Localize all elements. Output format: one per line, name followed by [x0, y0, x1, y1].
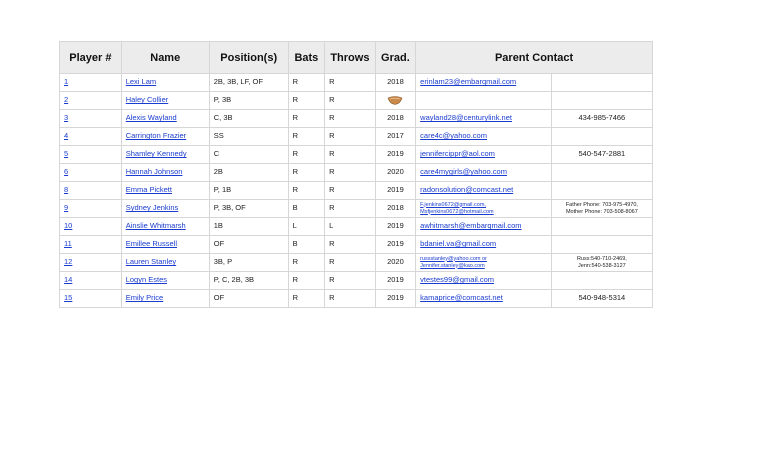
player-name-link[interactable]: Hannah Johnson	[125, 167, 183, 177]
table-row	[60, 200, 653, 218]
player-number-cell	[60, 146, 122, 164]
table-row	[60, 182, 653, 200]
throws-cell: R	[325, 236, 376, 254]
player-name-cell	[121, 92, 209, 110]
grad-year-cell: 2017	[375, 128, 415, 146]
grad-year-cell: 2019	[375, 218, 415, 236]
throws-cell: R	[325, 74, 376, 92]
bats-cell: R	[288, 74, 324, 92]
parent-phone-cell	[551, 218, 652, 236]
player-number-cell	[60, 110, 122, 128]
player-name-link[interactable]: Emma Pickett	[125, 185, 172, 195]
bats-cell: R	[288, 128, 324, 146]
player-number-link[interactable]: 10	[64, 221, 73, 231]
parent-email-cell	[416, 182, 552, 200]
parent-email-link[interactable]: care4c@yahoo.com	[420, 131, 487, 141]
parent-email-link[interactable]: F.jenkins0672@gmail.com,	[420, 201, 486, 208]
header-name: Name	[121, 42, 209, 74]
parent-email-cell	[416, 128, 552, 146]
parent-email-cell	[416, 236, 552, 254]
player-number-cell	[60, 74, 122, 92]
player-name-cell	[121, 272, 209, 290]
player-number-cell	[60, 164, 122, 182]
parent-phone-cell	[551, 272, 652, 290]
parent-email-link[interactable]: care4mygirls@yahoo.com	[420, 167, 507, 177]
player-name-link[interactable]: Lexi Lam	[125, 77, 157, 87]
parent-email-link[interactable]: bdaniel.va@gmail.com	[420, 239, 497, 249]
positions-cell: P, C, 2B, 3B	[209, 272, 288, 290]
header-grad: Grad.	[375, 42, 415, 74]
table-row	[60, 128, 653, 146]
player-number-cell	[60, 200, 122, 218]
throws-cell: R	[325, 200, 376, 218]
parent-phone-cell	[551, 164, 652, 182]
parent-email-cell	[416, 146, 552, 164]
parent-email-link[interactable]: kamaprice@comcast.net	[420, 293, 503, 303]
positions-cell: 2B	[209, 164, 288, 182]
table-row	[60, 272, 653, 290]
parent-phone-cell	[551, 128, 652, 146]
player-number-link[interactable]: 15	[64, 293, 73, 303]
parent-email-link[interactable]: jennifercippr@aol.com	[420, 149, 495, 159]
grad-year-cell: 2019	[375, 236, 415, 254]
parent-email-link[interactable]: Msfjenkins0672@hotmail.com	[420, 208, 494, 215]
parent-email-link[interactable]: radonsolution@comcast.net	[420, 185, 514, 195]
parent-email-cell	[416, 164, 552, 182]
player-number-link[interactable]: 2	[64, 95, 69, 105]
positions-cell: 1B	[209, 218, 288, 236]
player-number-cell	[60, 128, 122, 146]
table-row	[60, 146, 653, 164]
positions-cell: 2B, 3B, LF, OF	[209, 74, 288, 92]
parent-phone-line: Father Phone: 703-975-4970,	[565, 201, 638, 208]
player-name-link[interactable]: Alexis Wayland	[125, 113, 177, 123]
throws-cell: R	[325, 128, 376, 146]
bats-cell: L	[288, 218, 324, 236]
parent-phone-cell	[551, 254, 652, 272]
bats-cell: R	[288, 254, 324, 272]
table-row	[60, 290, 653, 308]
positions-cell: P, 1B	[209, 182, 288, 200]
header-parent-contact: Parent Contact	[416, 42, 653, 74]
positions-cell: P, 3B	[209, 92, 288, 110]
parent-phone-cell	[551, 200, 652, 218]
parent-phone-cell: 540-547-2881	[551, 146, 652, 164]
parent-phone-line: Mother Phone: 703-508-8067	[565, 208, 638, 215]
parent-phone-cell	[551, 182, 652, 200]
positions-cell: 3B, P	[209, 254, 288, 272]
player-number-link[interactable]: 9	[64, 203, 69, 213]
player-name-cell	[121, 254, 209, 272]
bats-cell: R	[288, 146, 324, 164]
player-number-cell	[60, 272, 122, 290]
player-number-link[interactable]: 3	[64, 113, 69, 123]
player-number-link[interactable]: 4	[64, 131, 69, 141]
player-number-cell	[60, 218, 122, 236]
bats-cell: B	[288, 236, 324, 254]
bats-cell: R	[288, 164, 324, 182]
bats-cell: R	[288, 92, 324, 110]
throws-cell: R	[325, 290, 376, 308]
positions-cell: OF	[209, 236, 288, 254]
table-row	[60, 110, 653, 128]
parent-phone-line: Russ:540-710-2469,	[576, 255, 627, 262]
positions-cell: C	[209, 146, 288, 164]
player-name-link[interactable]: Sydney Jenkins	[125, 203, 179, 213]
player-number-cell	[60, 254, 122, 272]
header-positions: Position(s)	[209, 42, 288, 74]
player-number-link[interactable]: 8	[64, 185, 69, 195]
parent-email-cell	[416, 218, 552, 236]
parent-email-link[interactable]: Jennifer.stanley@kao.com	[420, 262, 485, 269]
grad-year-cell: 2020	[375, 254, 415, 272]
grad-year-cell: 2018	[375, 74, 415, 92]
parent-phone-cell: 434-985-7466	[551, 110, 652, 128]
player-number-link[interactable]: 5	[64, 149, 69, 159]
player-name-link[interactable]: Emily Price	[125, 293, 164, 303]
player-name-link[interactable]: Shamley Kennedy	[125, 149, 187, 159]
throws-cell: R	[325, 146, 376, 164]
bats-cell: R	[288, 182, 324, 200]
table-row	[60, 164, 653, 182]
player-name-cell	[121, 110, 209, 128]
table-row	[60, 74, 653, 92]
positions-cell: C, 3B	[209, 110, 288, 128]
positions-cell: OF	[209, 290, 288, 308]
header-player-number: Player #	[60, 42, 122, 74]
positions-cell: SS	[209, 128, 288, 146]
player-number-link[interactable]: 6	[64, 167, 69, 177]
table-row	[60, 92, 653, 110]
bats-cell: B	[288, 200, 324, 218]
player-number-cell	[60, 236, 122, 254]
positions-cell: P, 3B, OF	[209, 200, 288, 218]
grad-year-cell: 2019	[375, 146, 415, 164]
grad-year-cell: 2020	[375, 164, 415, 182]
parent-email-cell	[416, 92, 552, 110]
grad-year-cell: 2019	[375, 272, 415, 290]
player-number-link[interactable]: 11	[64, 239, 72, 249]
table-row	[60, 218, 653, 236]
throws-cell: R	[325, 272, 376, 290]
parent-email-link[interactable]: awhitmarsh@embarqmail.com	[420, 221, 522, 231]
parent-email-cell	[416, 74, 552, 92]
parent-email-cell	[416, 290, 552, 308]
parent-phone-cell	[551, 92, 652, 110]
table-row	[60, 254, 653, 272]
player-name-cell	[121, 236, 209, 254]
player-name-cell	[121, 74, 209, 92]
player-name-link[interactable]: Ainslie Whitmarsh	[125, 221, 186, 231]
grad-year-cell: 2018	[375, 110, 415, 128]
player-number-link[interactable]: 14	[64, 275, 73, 285]
player-name-cell	[121, 128, 209, 146]
table-row	[60, 236, 653, 254]
throws-cell: L	[325, 218, 376, 236]
parent-email-cell	[416, 272, 552, 290]
player-name-cell	[121, 218, 209, 236]
parent-email-link[interactable]: wayland28@centurylink.net	[420, 113, 512, 123]
player-name-cell	[121, 164, 209, 182]
player-number-link[interactable]: 12	[64, 257, 73, 267]
throws-cell: R	[325, 254, 376, 272]
grad-year-cell	[375, 92, 415, 110]
throws-cell: R	[325, 164, 376, 182]
grad-year-cell: 2019	[375, 182, 415, 200]
player-number-link[interactable]: 1	[64, 77, 69, 87]
grad-year-cell: 2019	[375, 290, 415, 308]
header-throws: Throws	[325, 42, 376, 74]
throws-cell: R	[325, 182, 376, 200]
roster-body	[60, 74, 653, 308]
parent-phone-cell: 540-948-5314	[551, 290, 652, 308]
heart-icon	[387, 96, 403, 105]
bats-cell: R	[288, 110, 324, 128]
player-number-cell	[60, 182, 122, 200]
player-name-cell	[121, 146, 209, 164]
bats-cell: R	[288, 290, 324, 308]
player-number-cell	[60, 290, 122, 308]
parent-email-link[interactable]: russstanley@yahoo.com or	[420, 255, 487, 262]
parent-email-cell	[416, 110, 552, 128]
parent-email-cell	[416, 254, 552, 272]
bats-cell: R	[288, 272, 324, 290]
parent-email-link[interactable]: erinlam23@embarqmail.com	[420, 77, 517, 87]
roster-table	[59, 41, 653, 308]
player-name-cell	[121, 200, 209, 218]
parent-phone-cell	[551, 74, 652, 92]
parent-email-cell	[416, 200, 552, 218]
player-number-cell	[60, 92, 122, 110]
player-name-cell	[121, 290, 209, 308]
player-name-link[interactable]: Lauren Stanley	[125, 257, 177, 267]
parent-email-link[interactable]: vtestes99@gmail.com	[420, 275, 495, 285]
player-name-link[interactable]: Carrington Frazier	[125, 131, 187, 141]
player-name-cell	[121, 182, 209, 200]
grad-year-cell: 2018	[375, 200, 415, 218]
parent-phone-cell	[551, 236, 652, 254]
header-bats: Bats	[288, 42, 324, 74]
player-name-link[interactable]: Logyn Estes	[125, 275, 167, 285]
player-name-link[interactable]: Emillee Russell	[125, 239, 177, 249]
player-name-link[interactable]: Haley Collier	[125, 95, 169, 105]
parent-phone-line: Jenn:540-538-3127	[578, 262, 626, 269]
header-row	[60, 42, 653, 74]
throws-cell: R	[325, 110, 376, 128]
throws-cell: R	[325, 92, 376, 110]
